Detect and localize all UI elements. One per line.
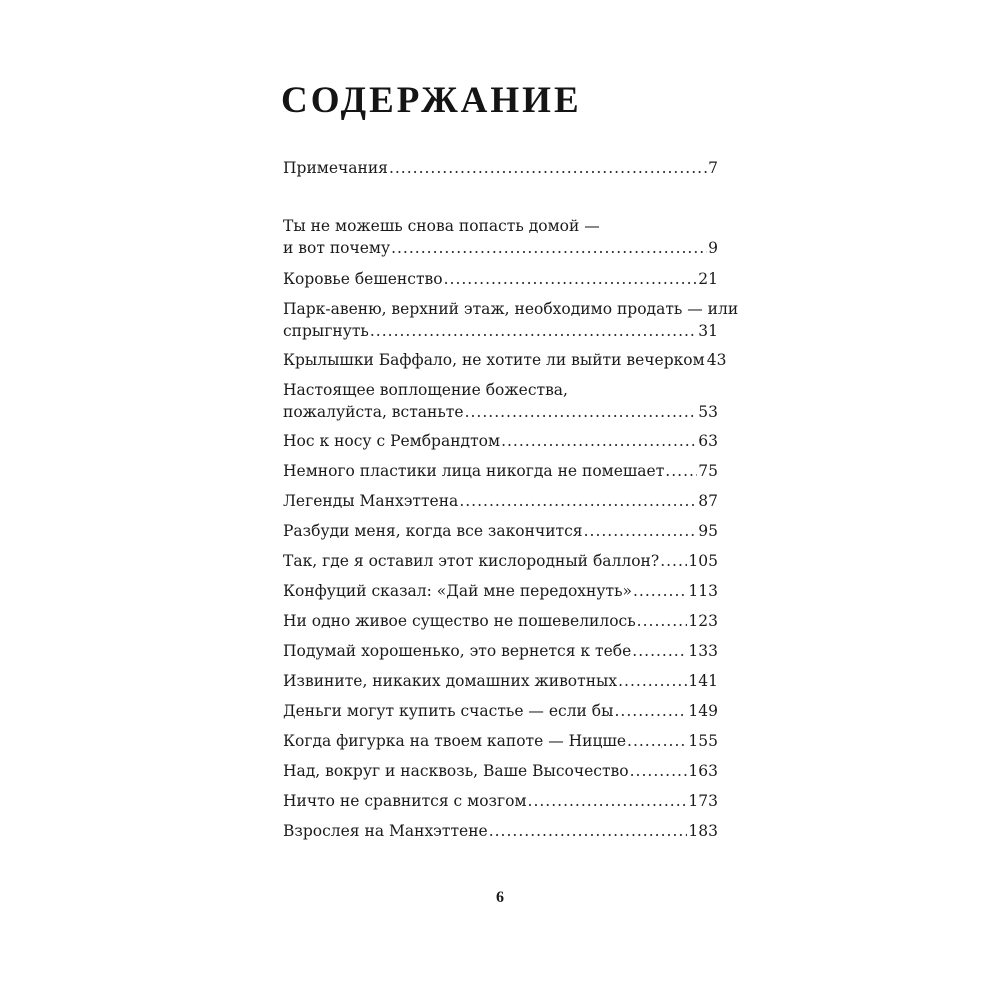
toc-entry-page: 163 [688,762,718,780]
toc-entry-title: Разбуди меня, когда все закончится [283,522,583,540]
toc-entry-page: 123 [688,612,718,630]
toc-entry-page: 7 [708,159,718,177]
toc-entry-title: Ни одно живое существо не пошевелилось [283,612,636,630]
toc-entry-title: Когда фигурка на твоем капоте — Ницше [283,732,627,750]
toc-entry-page: 173 [688,792,718,810]
dot-leader [633,580,687,602]
page-title: СОДЕРЖАНИЕ [281,80,582,121]
toc-entry [283,379,718,423]
toc-entry [283,430,718,452]
dot-leader [665,460,697,482]
toc-entry-title: Так, где я оставил этот кислородный баллон? [283,552,660,570]
dot-leader [391,237,707,259]
toc-entry-page: 63 [698,432,718,450]
dot-leader [370,320,697,342]
toc-entry-page: 95 [698,522,718,540]
dot-leader [627,730,687,752]
toc-entry [283,790,718,812]
toc-entry-page: 113 [688,582,718,600]
toc-entry-page: 141 [688,672,718,690]
toc-entry [283,760,718,782]
toc-entry-title: и вот почему [283,239,391,257]
toc-entry-page: 87 [698,492,718,510]
toc-entry [283,640,718,662]
toc-entry [283,670,718,692]
toc-entry-title: Крылышки Баффало, не хотите ли выйти вечерком [283,351,705,369]
dot-leader [501,430,697,452]
toc-entry-page: 75 [698,462,718,480]
toc-entry [283,580,718,602]
toc-entry-title: Нос к носу с Рембрандтом [283,432,501,450]
toc-entry-title-line1: Ты не можешь снова попасть домой — [283,217,600,235]
toc-entry-title: Ничто не сравнится с мозгом [283,792,527,810]
toc-entry-title: Извините, никаких домашних животных [283,672,618,690]
dot-leader [637,610,688,632]
toc-entry [283,349,727,371]
toc-entry-page: 183 [688,822,718,840]
toc-entry [283,820,718,842]
toc-entry-page: 9 [708,239,718,257]
dot-leader [660,550,687,572]
dot-leader [444,268,698,290]
toc-entry [283,520,718,542]
dot-leader [630,760,688,782]
toc-entry-title: пожалуйста, встаньте [283,403,464,421]
toc-entry [283,215,718,259]
page-number: 6 [496,889,504,906]
toc-entry-title: Подумай хорошенько, это вернется к тебе [283,642,632,660]
toc-entry-title: Легенды Манхэттена [283,492,459,510]
toc-entry [283,298,739,342]
toc-entry-notes [283,157,718,179]
toc-entry-page: 43 [706,351,727,369]
toc-entry [283,490,718,512]
toc-entry-page: 155 [688,732,718,750]
toc-entry [283,610,718,632]
toc-entry-title: Немного пластики лица никогда не помешает [283,462,665,480]
toc-entry-title: спрыгнуть [283,322,369,340]
toc-entry-title-line1: Настоящее воплощение божества, [283,381,568,399]
toc-entry-page: 21 [698,270,718,288]
toc-entry-title: Примечания [283,159,388,177]
toc-entry-page: 133 [688,642,718,660]
toc-entry [283,268,718,290]
toc-entry-page: 149 [688,702,718,720]
dot-leader [528,790,688,812]
dot-leader [632,640,687,662]
toc-entry-page: 105 [688,552,718,570]
dot-leader [465,401,698,423]
toc-entry [283,730,718,752]
dot-leader [618,670,687,692]
dot-leader [389,157,707,179]
toc-entry-page: 53 [698,403,718,421]
dot-leader [584,520,698,542]
toc-entry [283,700,718,722]
toc-entry-page: 31 [698,322,718,340]
dot-leader [459,490,697,512]
toc-entry-title-line1: Парк-авеню, верхний этаж, необходимо продать — или [283,300,739,318]
toc-entry-title: Конфуций сказал: «Дай мне передохнуть» [283,582,632,600]
dot-leader [489,820,688,842]
toc-entry-title: Деньги могут купить счастье — если бы [283,702,614,720]
toc-entry [283,550,718,572]
toc-entry-title: Коровье бешенство [283,270,443,288]
toc-entry-title: Взрослея на Манхэттене [283,822,488,840]
toc-entry [283,460,718,482]
toc-entry-title: Над, вокруг и насквозь, Ваше Высочество [283,762,629,780]
dot-leader [614,700,687,722]
